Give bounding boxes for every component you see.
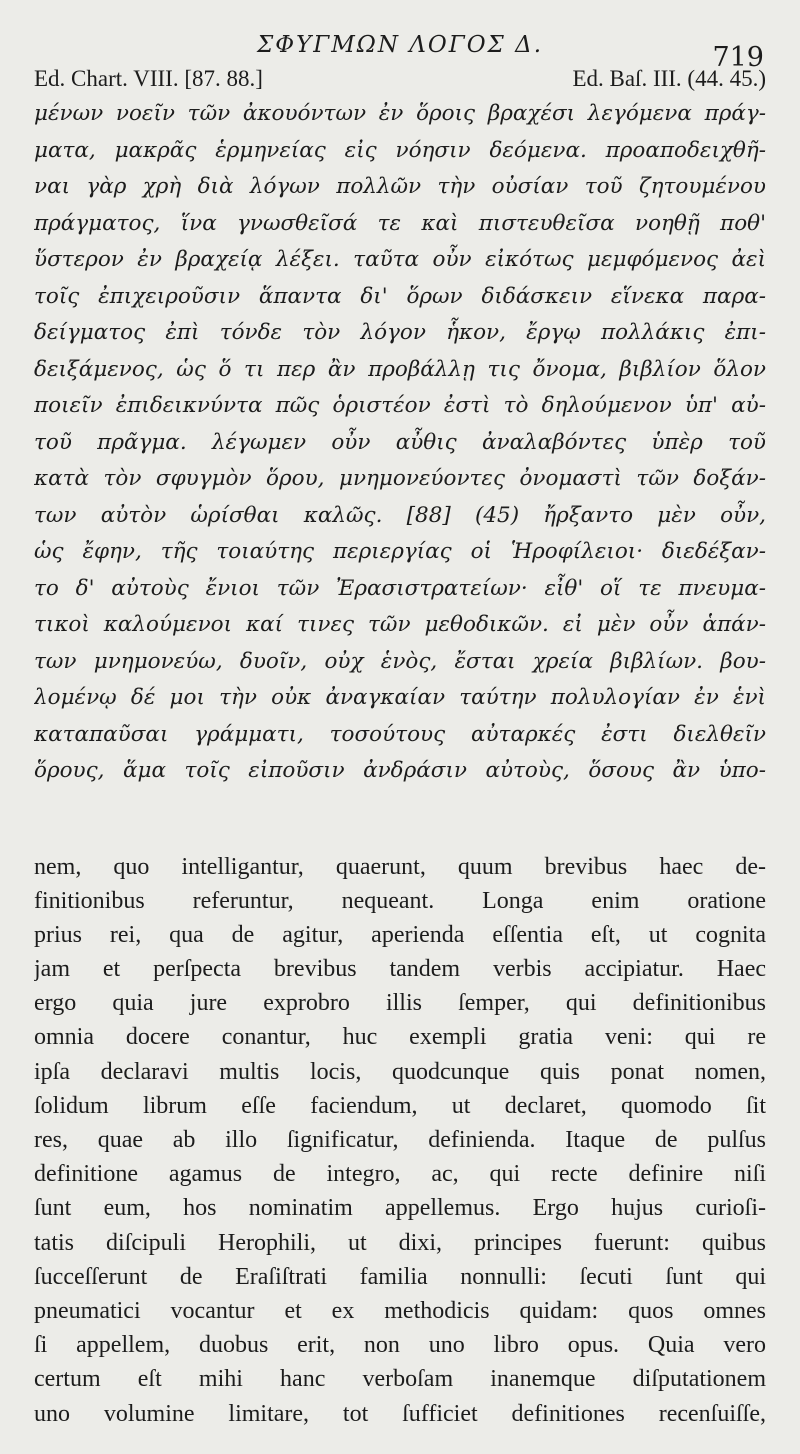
- greek-text-line: δειξάμενος, ὡς ὅ τι περ ἂν προβάλλῃ τις ὄνομα, βιβλίον ὅλον: [34, 356, 766, 382]
- latin-text-line: definitione agamus de integro, ac, qui recte definire niſi: [34, 1161, 766, 1188]
- greek-text-line: μένων νοεῖν τῶν ἀκουόντων ἐν ὅροις βραχέσι λεγόμενα πράγ-: [34, 101, 766, 126]
- greek-text-line: ὡς ἔφην, τῆς τοιαύτης περιεργίας οἱ Ἡροφίλειοι· διεδέξαν-: [34, 539, 766, 564]
- latin-text-line: ipſa declaravi multis locis, quodcunque quis ponat nomen,: [34, 1058, 766, 1085]
- latin-text-line: ſi appellem, duobus erit, non uno libro opus. Quia vero: [34, 1332, 766, 1359]
- page-header: [34, 22, 766, 73]
- greek-text-line: καταπαῦσαι γράμματι, τοσούτους αὐταρκές ἐστι διελθεῖν: [34, 721, 766, 747]
- latin-text-line: ſunt eum, hos nominatim appellemus. Ergo hujus curioſi-: [34, 1195, 766, 1222]
- latin-text-line: ergo quia jure exprobro illis ſemper, qui definitionibus: [34, 990, 766, 1017]
- greek-text-line: πράγματος, ἵνα γνωσθεῖσά τε καὶ πιστευθεῖσα νοηθῇ ποθ': [34, 210, 766, 236]
- page-number: 719: [712, 42, 764, 73]
- edition-basel-reference: Ed. Baſ. III. (44. 45.): [572, 66, 766, 91]
- latin-text-block: [34, 850, 766, 1431]
- greek-text-line: των μνημονεύω, δυοῖν, οὐχ ἑνὸς, ἔσται χρεία βιβλίων. βου-: [34, 648, 766, 674]
- greek-text-line: ὕστερον ἐν βραχείᾳ λέξει. ταῦτα οὖν εἰκότως μεμφόμενος ἀεὶ: [34, 247, 766, 272]
- latin-text-line: omnia docere conantur, huc exempli gratia veni: qui re: [34, 1024, 766, 1051]
- greek-text-line: κατὰ τὸν σφυγμὸν ὅρου, μνημονεύοντες ὀνομαστὶ τῶν δοξάν-: [34, 466, 766, 491]
- latin-text-line: pneumatici vocantur et ex methodicis quidam: quos omnes: [34, 1297, 766, 1324]
- greek-text-line: ναι γὰρ χρὴ διὰ λόγων πολλῶν τὴν οὐσίαν τοῦ ζητουμένου: [34, 174, 766, 199]
- greek-text-line: τικοὶ καλούμενοι καί τινες τῶν μεθοδικῶν. εἰ μὲν οὖν ἁπάν-: [34, 612, 766, 637]
- running-title: ΣΦΥΓΜΩΝ ΛΟΓΟΣ Δ.: [256, 32, 544, 58]
- greek-text-line: δείγματος ἐπὶ τόνδε τὸν λόγον ἧκον, ἔργῳ πολλάκις ἐπι-: [34, 320, 766, 345]
- latin-text-line: res, quae ab illo ſignificatur, definienda. Itaque de pulſus: [34, 1127, 766, 1153]
- greek-text-line: των αὐτὸν ὡρίσθαι καλῶς. [88] (45) ἤρξαντο μὲν οὖν,: [34, 502, 766, 528]
- greek-text-line: τοῖς ἐπιχειροῦσιν ἅπαντα δι' ὅρων διδάσκειν εἵνεκα παρα-: [34, 283, 766, 309]
- latin-text-line: finitionibus referuntur, nequeant. Longa enim oratione: [34, 887, 766, 914]
- latin-text-line: tatis diſcipuli Herophili, ut dixi, principes fuerunt: quibus: [34, 1229, 766, 1256]
- latin-text-line: ſolidum librum eſſe faciendum, ut declaret, quomodo ſit: [34, 1092, 766, 1119]
- greek-text-line: λομένῳ δέ μοι τὴν οὐκ ἀναγκαίαν ταύτην πολυλογίαν ἐν ἑνὶ: [34, 685, 766, 710]
- greek-text-line: ματα, μακρᾶς ἑρμηνείας εἰς νόησιν δεόμενα. προαποδειχθῆ-: [34, 137, 766, 163]
- greek-text-line: ποιεῖν ἐπιδεικνύντα πῶς ὁριστέον ἐστὶ τὸ δηλούμενον ὑπ' αὐ-: [34, 393, 766, 418]
- greek-text-line: τοῦ πρᾶγμα. λέγωμεν οὖν αὖθις ἀναλαβόντες ὑπὲρ τοῦ: [34, 429, 766, 455]
- latin-text-line: nem, quo intelligantur, quaerunt, quum brevibus haec de-: [34, 853, 766, 880]
- latin-text-line: jam et perſpecta brevibus tandem verbis accipiatur. Haec: [34, 956, 766, 983]
- edition-chart-reference: Ed. Chart. VIII. [87. 88.]: [34, 66, 263, 91]
- latin-text-line: uno volumine limitare, tot ſufficiet definitiones recenſuiſſe,: [34, 1400, 766, 1427]
- latin-text-line: ſucceſſerunt de Eraſiſtrati familia nonnulli: ſecuti ſunt qui: [34, 1263, 766, 1290]
- greek-text-line: ὅρους, ἅμα τοῖς εἰποῦσιν ἀνδράσιν αὐτοὺς, ὅσους ἂν ὑπο-: [34, 758, 766, 783]
- greek-text-block: [34, 96, 766, 790]
- edition-references: [34, 64, 766, 94]
- latin-text-line: certum eſt mihi hanc verboſam inanemque diſputationem: [34, 1366, 766, 1393]
- latin-text-line: prius rei, qua de agitur, aperienda eſſentia eſt, ut cognita: [34, 921, 766, 948]
- greek-text-line: το δ' αὐτοὺς ἔνιοι τῶν Ἐρασιστρατείων· εἶθ' οἵ τε πνευμα-: [34, 575, 766, 601]
